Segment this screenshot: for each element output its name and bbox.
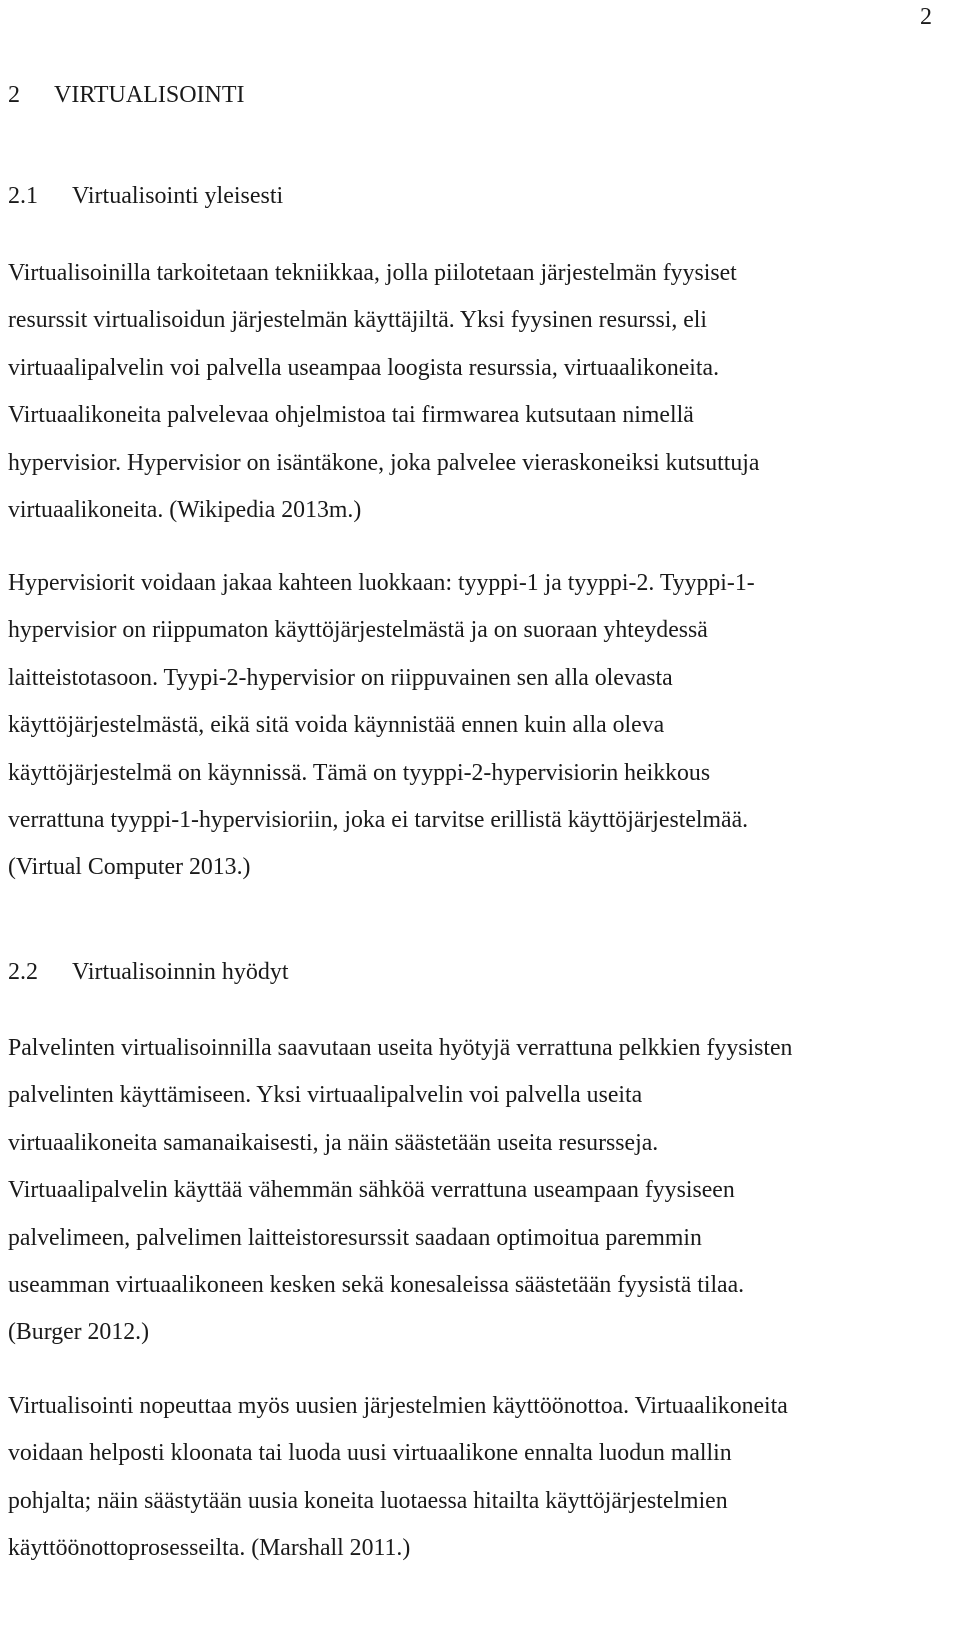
paragraph-line: palvelimeen, palvelimen laitteistoresurssit saadaan optimoitua paremmin — [8, 1224, 702, 1251]
paragraph — [8, 560, 948, 892]
page-number: 2 — [920, 4, 932, 30]
section-heading-2-1 — [8, 181, 283, 211]
paragraph-line: palvelinten käyttämiseen. Yksi virtuaalipalvelin voi palvella useita — [8, 1082, 643, 1109]
paragraph-line: virtuaalipalvelin voi palvella useampaa loogista resurssia, virtuaalikoneita. — [8, 354, 720, 381]
paragraph-line: laitteistotasoon. Tyypi-2-hypervisior on riippuvainen sen alla olevasta — [8, 664, 673, 691]
paragraph-line: Hypervisiorit voidaan jakaa kahteen luokkaan: tyyppi-1 ja tyyppi-2. Tyyppi-1- — [8, 570, 755, 596]
paragraph-line: Virtuaalipalvelin käyttää vähemmän sähköä verrattuna useampaan fyysiseen — [8, 1177, 735, 1204]
section-number: 2.2 — [8, 959, 38, 985]
paragraph-line: resurssit virtualisoidun järjestelmän käyttäjiltä. Yksi fyysinen resurssi, eli — [8, 307, 708, 334]
paragraph-line: käyttöjärjestelmä on käynnissä. Tämä on tyyppi-2-hypervisiorin heikkous — [8, 759, 711, 786]
chapter-heading — [8, 80, 245, 110]
paragraph — [8, 1025, 948, 1357]
chapter-title: VIRTUALISOINTI — [54, 82, 245, 108]
paragraph-line: käyttöönottoprosesseilta. (Marshall 2011.) — [8, 1535, 411, 1562]
paragraph — [8, 250, 948, 534]
paragraph-line: hypervisior. Hypervisior on isäntäkone, joka palvelee vieraskoneiksi kutsuttuja — [8, 449, 760, 476]
paragraph-line: pohjalta; näin säästytään uusia koneita luotaessa hitailta käyttöjärjestelmien — [8, 1487, 728, 1514]
paragraph-line: (Burger 2012.) — [8, 1319, 149, 1346]
paragraph-line: Virtualisointi nopeuttaa myös uusien järjestelmien käyttöönottoa. Virtuaalikoneita — [8, 1393, 788, 1419]
paragraph-line: (Virtual Computer 2013.) — [8, 854, 251, 881]
section-title: Virtualisoinnin hyödyt — [72, 959, 289, 985]
paragraph-line: hypervisior on riippumaton käyttöjärjestelmästä ja on suoraan yhteydessä — [8, 617, 708, 644]
paragraph-line: käyttöjärjestelmästä, eikä sitä voida käynnistää ennen kuin alla oleva — [8, 712, 665, 739]
paragraph-line: Palvelinten virtualisoinnilla saavutaan useita hyötyjä verrattuna pelkkien fyysisten — [8, 1035, 793, 1061]
paragraph-line: Virtualisoinilla tarkoitetaan tekniikkaa, jolla piilotetaan järjestelmän fyysiset — [8, 260, 737, 286]
section-number: 2.1 — [8, 183, 38, 209]
chapter-number: 2 — [8, 82, 20, 108]
paragraph-line: virtuaalikoneita samanaikaisesti, ja näin säästetään useita resursseja. — [8, 1129, 659, 1156]
section-title: Virtualisointi yleisesti — [72, 183, 284, 209]
paragraph-line: voidaan helposti kloonata tai luoda uusi virtuaalikone ennalta luodun mallin — [8, 1440, 732, 1467]
paragraph — [8, 1383, 948, 1573]
paragraph-line: useamman virtuaalikoneen kesken sekä konesaleissa säästetään fyysistä tilaa. — [8, 1271, 745, 1298]
paragraph-line: Virtuaalikoneita palvelevaa ohjelmistoa tai firmwarea kutsutaan nimellä — [8, 402, 694, 429]
paragraph-line: virtuaalikoneita. (Wikipedia 2013m.) — [8, 496, 362, 523]
paragraph-line: verrattuna tyyppi-1-hypervisioriin, joka ei tarvitse erillistä käyttöjärjestelmää. — [8, 806, 749, 833]
section-heading-2-2 — [8, 957, 289, 987]
